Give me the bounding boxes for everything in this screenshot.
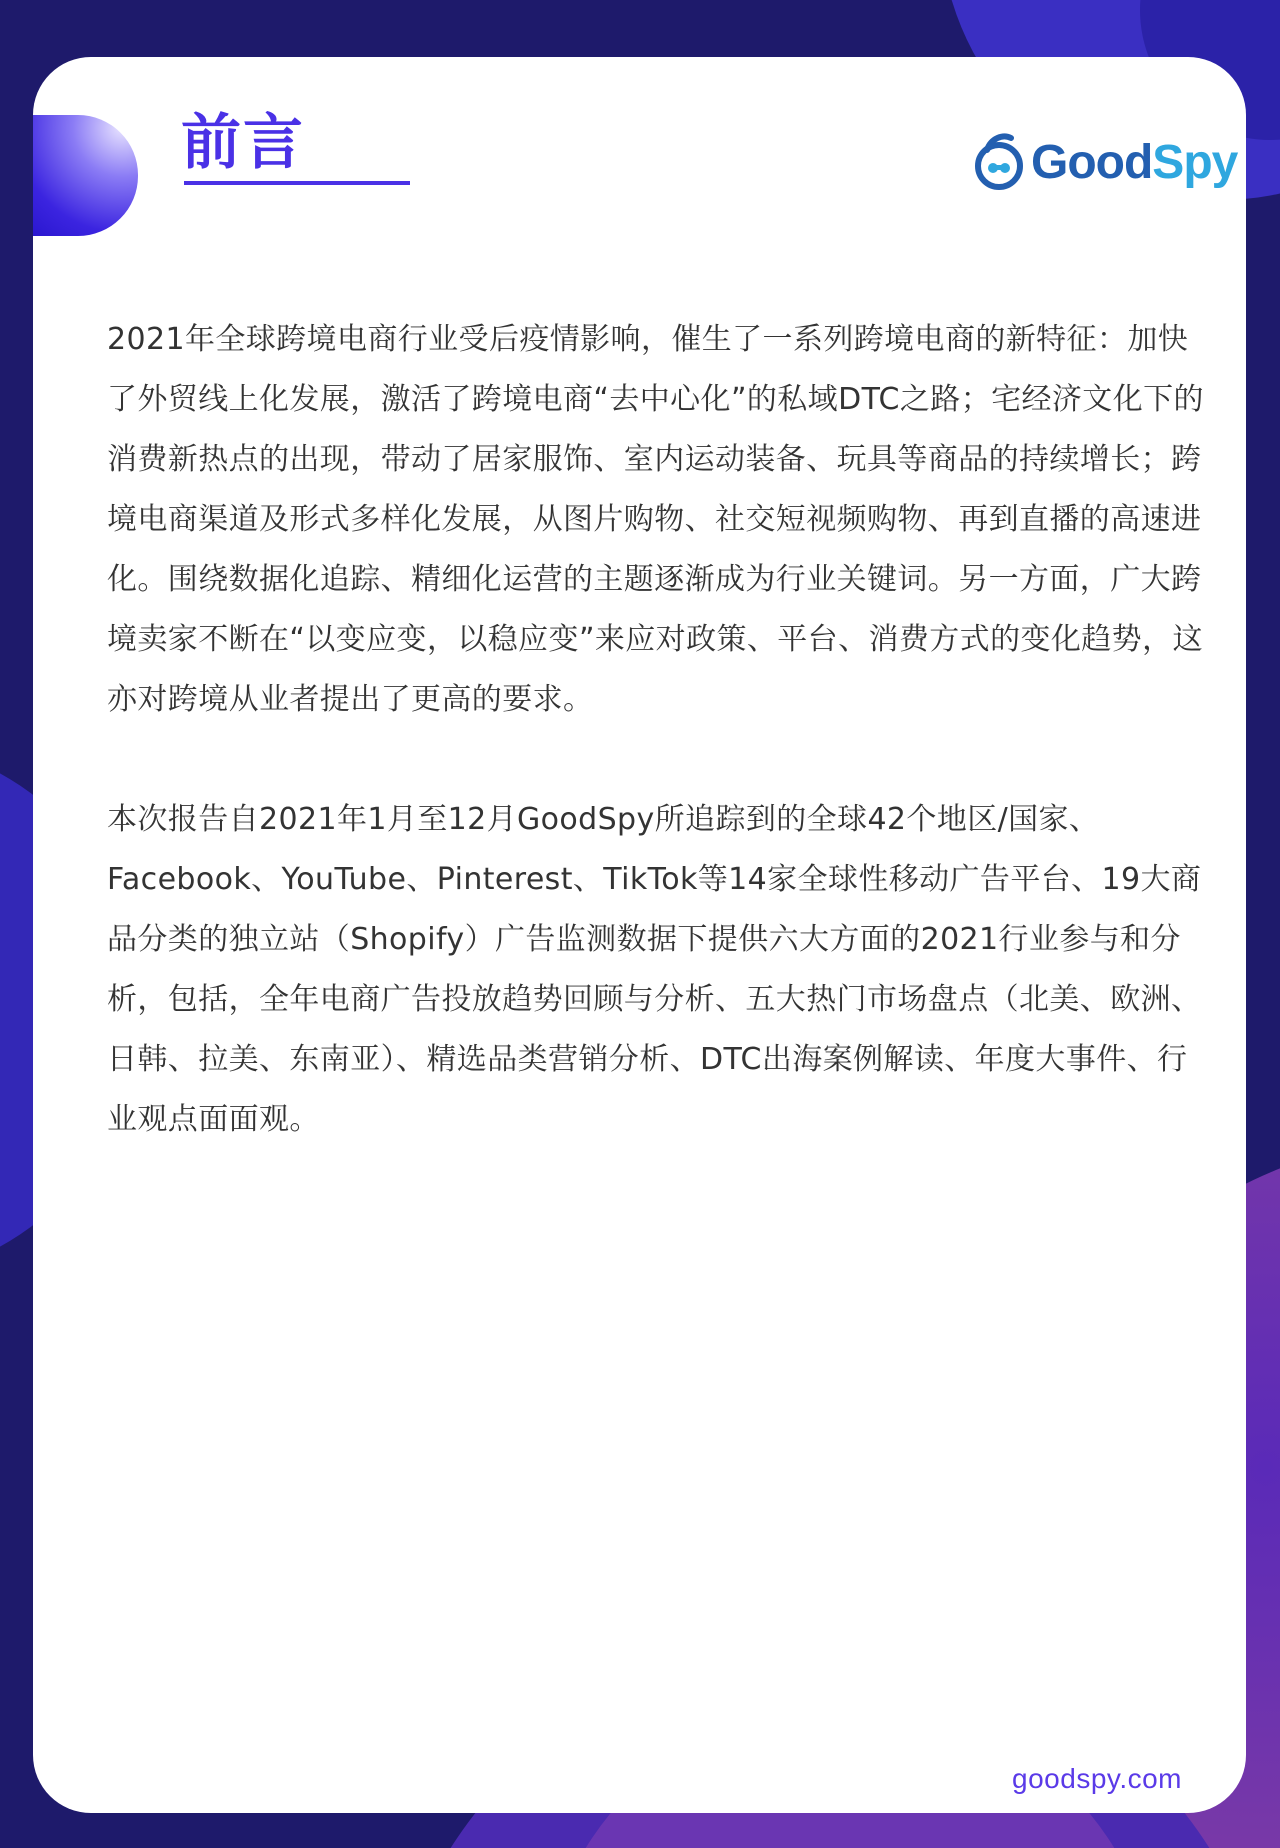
paragraph-intro: 2021年全球跨境电商行业受后疫情影响，催生了一系列跨境电商的新特征：加快了外贸线上化发展，激活了跨境电商“去中心化”的私域DTC之路；宅经济文化下的消费新热点的出现，带动了居家服饰、室内运动装备、玩具等商品的持续增长；跨境电商渠道及形式多样化发展，从图片购物、社交短视频购物、再到直播的高速进化。围绕数据化追踪、精细化运营的主题逐渐成为行业关键词。另一方面，广大跨境卖家不断在“以变应变，以稳应变”来应对政策、平台、消费方式的变化趋势，这亦对跨境从业者提出了更高的要求。 xyxy=(107,322,1204,717)
logo-text-spy: Spy xyxy=(1152,135,1238,189)
page-title: 前言 xyxy=(181,108,305,178)
goodspy-logo-icon xyxy=(973,132,1025,192)
decorative-half-circle xyxy=(33,115,138,236)
body-content xyxy=(107,310,1217,1150)
goodspy-logo xyxy=(973,127,1237,197)
footer-website-link[interactable]: goodspy.com xyxy=(1012,1763,1182,1794)
logo-text xyxy=(1031,135,1237,190)
logo-text-good: Good xyxy=(1031,135,1153,189)
title-underline xyxy=(184,181,410,185)
content-card xyxy=(33,57,1246,1813)
paragraph-report-scope: 本次报告自2021年1月至12月GoodSpy所追踪到的全球42个地区/国家、Facebook、YouTube、Pinterest、TikTok等14家全球性移动广告平台、19大商品分类的独立站（Shopify）广告监测数据下提供六大方面的2021行业参与和分析，包括，全年电商广告投放趋势回顾与分析、五大热门市场盘点（北美、欧洲、日韩、拉美、东南亚）、精选品类营销分析、DTC出海案例解读、年度大事件、行业观点面面观。 xyxy=(107,802,1202,1137)
